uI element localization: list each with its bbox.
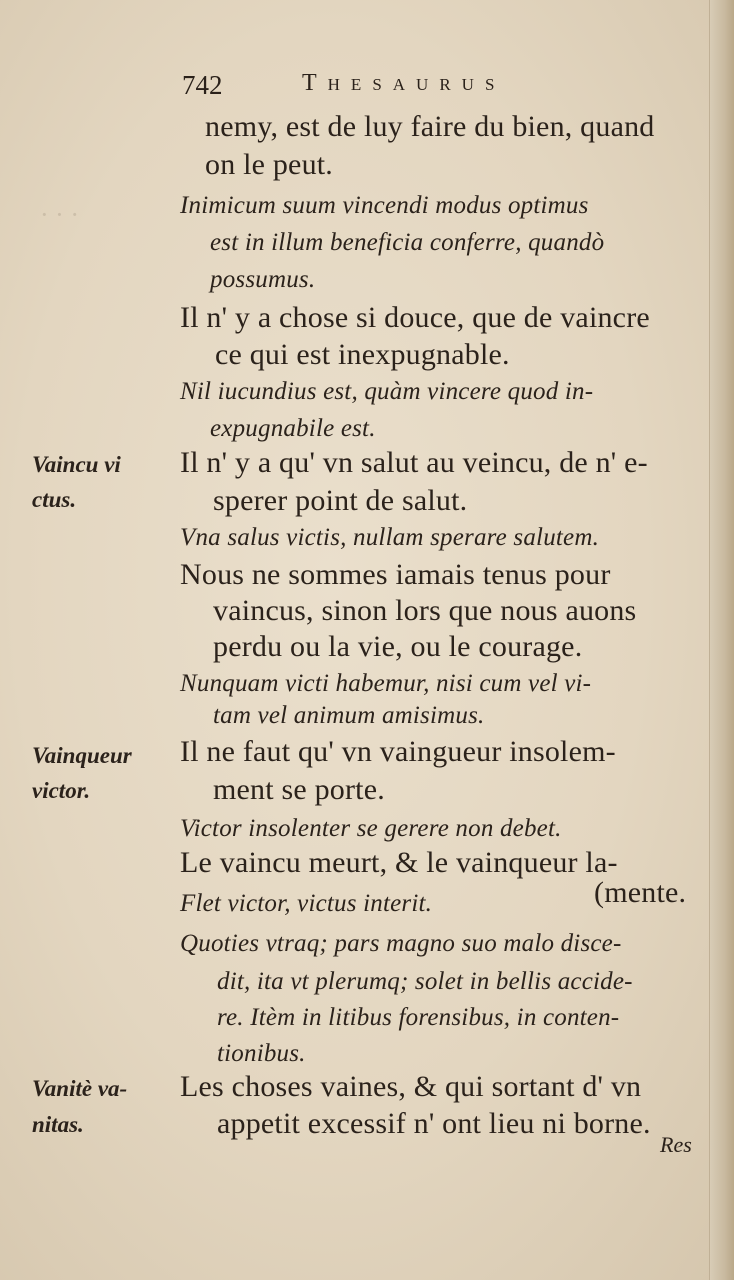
text-line: re. Itèm in litibus forensibus, in conten- — [217, 1004, 620, 1031]
text-line: on le peut. — [205, 148, 334, 181]
text-line: Il n' y a qu' vn salut au veincu, de n' e- — [180, 446, 648, 479]
text-line: est in illum beneficia conferre, quandò — [210, 229, 605, 256]
text-line: perdu ou la vie, ou le courage. — [213, 630, 583, 663]
text-line: Quoties vtraq; pars magno suo malo disce- — [180, 930, 622, 957]
text-line: (mente. — [594, 876, 687, 909]
page-number: 742 — [182, 70, 223, 100]
catchword: Res — [660, 1132, 692, 1157]
text-line: nemy, est de luy faire du bien, quand — [205, 110, 655, 143]
margin-note: Vaincu vi — [32, 452, 121, 477]
text-line: appetit excessif n' ont lieu ni borne. — [217, 1107, 651, 1140]
text-line: Il ne faut qu' vn vaingueur insolem- — [180, 735, 616, 768]
text-line: Nunquam victi habemur, nisi cum vel vi- — [180, 670, 592, 697]
page-edge — [709, 0, 734, 1280]
text-line: possumus. — [210, 266, 316, 293]
text-line: Les choses vaines, & qui sortant d' vn — [180, 1070, 642, 1103]
margin-note: Vainqueur — [32, 743, 132, 768]
text-line: Vna salus victis, nullam sperare salutem. — [180, 524, 600, 551]
text-line: dit, ita vt plerumq; solet in bellis accide- — [217, 968, 633, 995]
text-line: Le vaincu meurt, & le vainqueur la- — [180, 846, 618, 879]
page-header — [182, 70, 702, 106]
text-line: tam vel animum amisimus. — [213, 702, 485, 729]
text-line: tionibus. — [217, 1040, 306, 1067]
text-line: expugnabile est. — [210, 415, 376, 442]
text-line: Il n' y a chose si douce, que de vaincre — [180, 301, 650, 334]
text-line: sperer point de salut. — [213, 484, 468, 517]
text-line: Inimicum suum vincendi modus optimus — [180, 192, 589, 219]
text-line: Victor insolenter se gerere non debet. — [180, 815, 562, 842]
text-line: ment se porte. — [213, 773, 385, 806]
margin-note: victor. — [32, 778, 91, 803]
margin-note: nitas. — [32, 1112, 84, 1137]
text-line: Nous ne sommes iamais tenus pour — [180, 558, 611, 591]
text-line: ce qui est inexpugnable. — [215, 338, 510, 371]
text-line: Nil iucundius est, quàm vincere quod in- — [180, 378, 594, 405]
margin-note: ctus. — [32, 487, 77, 512]
running-head: Thesaurus — [302, 70, 506, 96]
show-through: · · · — [40, 200, 79, 229]
text-line: Flet victor, victus interit. — [180, 890, 433, 917]
margin-note: Vanitè va- — [32, 1076, 128, 1101]
text-line: vaincus, sinon lors que nous auons — [213, 594, 637, 627]
